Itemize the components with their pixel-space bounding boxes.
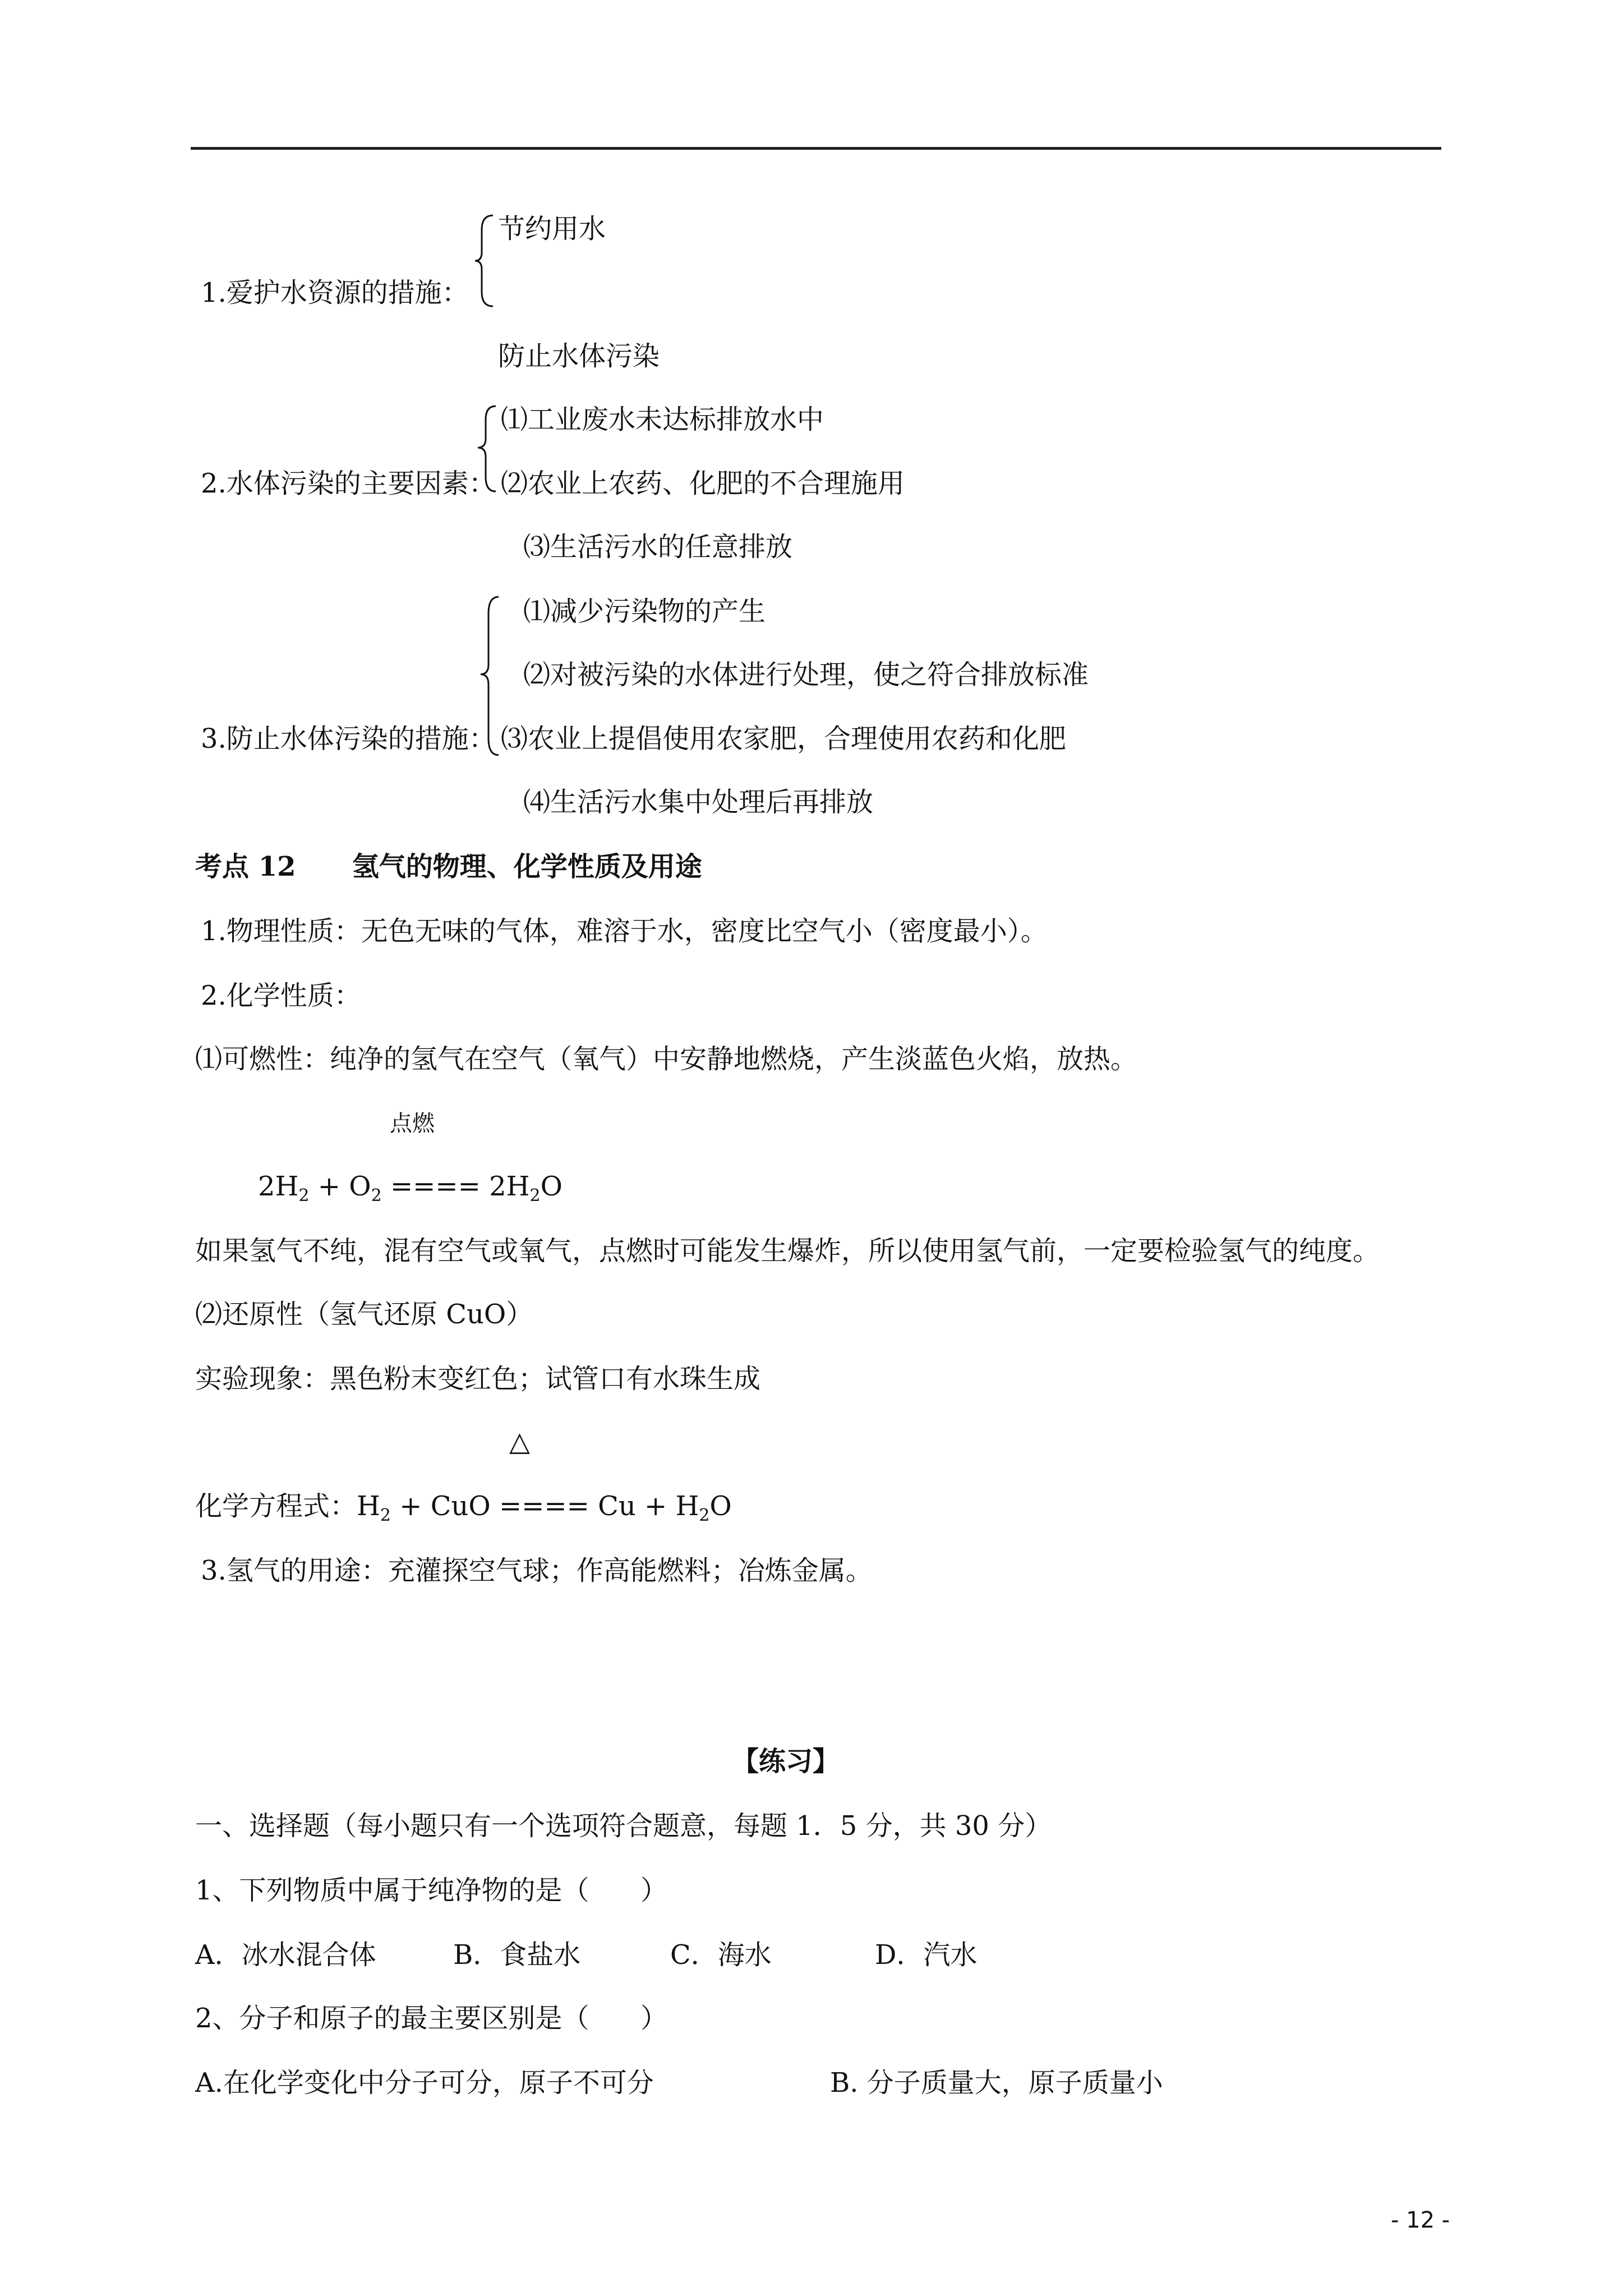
equation-reduction: 化学方程式：$H_2$ + CuO ==== $Cu + H_2O$	[195, 1490, 732, 1525]
item3-opt3: ⑶农业上提倡使用农家肥，合理使用农药和化肥	[501, 723, 1067, 754]
choice-section: 一、选择题（每小题只有一个选项符合题意，每题 1．5 分，共 30 分）	[195, 1810, 1052, 1842]
item1-label: 1.爱护水资源的措施：	[201, 277, 469, 309]
item3-label: 3.防止水体污染的措施：	[201, 723, 496, 754]
item1-opt2: 防止水体污染	[498, 341, 660, 372]
purity-warning: 如果氢气不纯，混有空气或氧气，点燃时可能发生爆炸，所以使用氢气前，一定要检验氢气的纯度。	[195, 1235, 1380, 1267]
q1-option-c: C．海水	[670, 1939, 772, 1971]
q1-option-b: B．食盐水	[453, 1939, 581, 1971]
section-title: 考点 12 氢气的物理、化学性质及用途	[195, 851, 702, 882]
experiment-phenomenon: 实验现象：黑色粉末变红色；试管口有水珠生成	[195, 1363, 761, 1395]
brace-1	[474, 213, 496, 309]
item1-opt1: 节约用水	[498, 213, 606, 245]
page-number: - 12 -	[1391, 2207, 1450, 2233]
item2-opt3: ⑶生活污水的任意排放	[523, 531, 793, 563]
item2-opt2: ⑵农业上农药、化肥的不合理施用	[501, 468, 905, 499]
question-2: 2、分子和原子的最主要区别是（ ）	[195, 2003, 668, 2034]
header-rule	[191, 147, 1441, 150]
reducibility: ⑵还原性（氢气还原 CuO）	[195, 1299, 533, 1330]
q2-option-a: A.在化学变化中分子可分，原子不可分	[195, 2067, 654, 2099]
item2-opt1: ⑴工业废水未达标排放水中	[501, 404, 824, 435]
equation-combustion: $2H_2 + O_2$ ==== $2H_2O$	[258, 1171, 562, 1205]
item2-label: 2.水体污染的主要因素：	[201, 468, 496, 499]
physical-properties: 1.物理性质：无色无味的气体，难溶于水，密度比空气小（密度最小）。	[201, 915, 1048, 947]
condition-heat: △	[509, 1426, 530, 1457]
item3-opt2: ⑵对被污染的水体进行处理，使之符合排放标准	[523, 659, 1089, 691]
combustibility: ⑴可燃性：纯净的氢气在空气（氧气）中安静地燃烧，产生淡蓝色火焰，放热。	[195, 1043, 1138, 1075]
condition-ignite: 点燃	[390, 1111, 435, 1137]
chemical-properties-heading: 2.化学性质：	[201, 980, 361, 1011]
hydrogen-uses: 3.氢气的用途：充灌探空气球；作高能燃料；冶炼金属。	[201, 1555, 873, 1586]
item3-opt1: ⑴减少污染物的产生	[523, 596, 766, 627]
q2-option-b: B. 分子质量大，原子质量小	[830, 2067, 1163, 2099]
q1-option-d: D．汽水	[875, 1939, 978, 1971]
item3-opt4: ⑷生活污水集中处理后再排放	[523, 786, 874, 818]
practice-heading: 【练习】	[732, 1746, 840, 1777]
question-1: 1、下列物质中属于纯净物的是（ ）	[195, 1875, 668, 1906]
q1-option-a: A．冰水混合体	[195, 1939, 376, 1971]
